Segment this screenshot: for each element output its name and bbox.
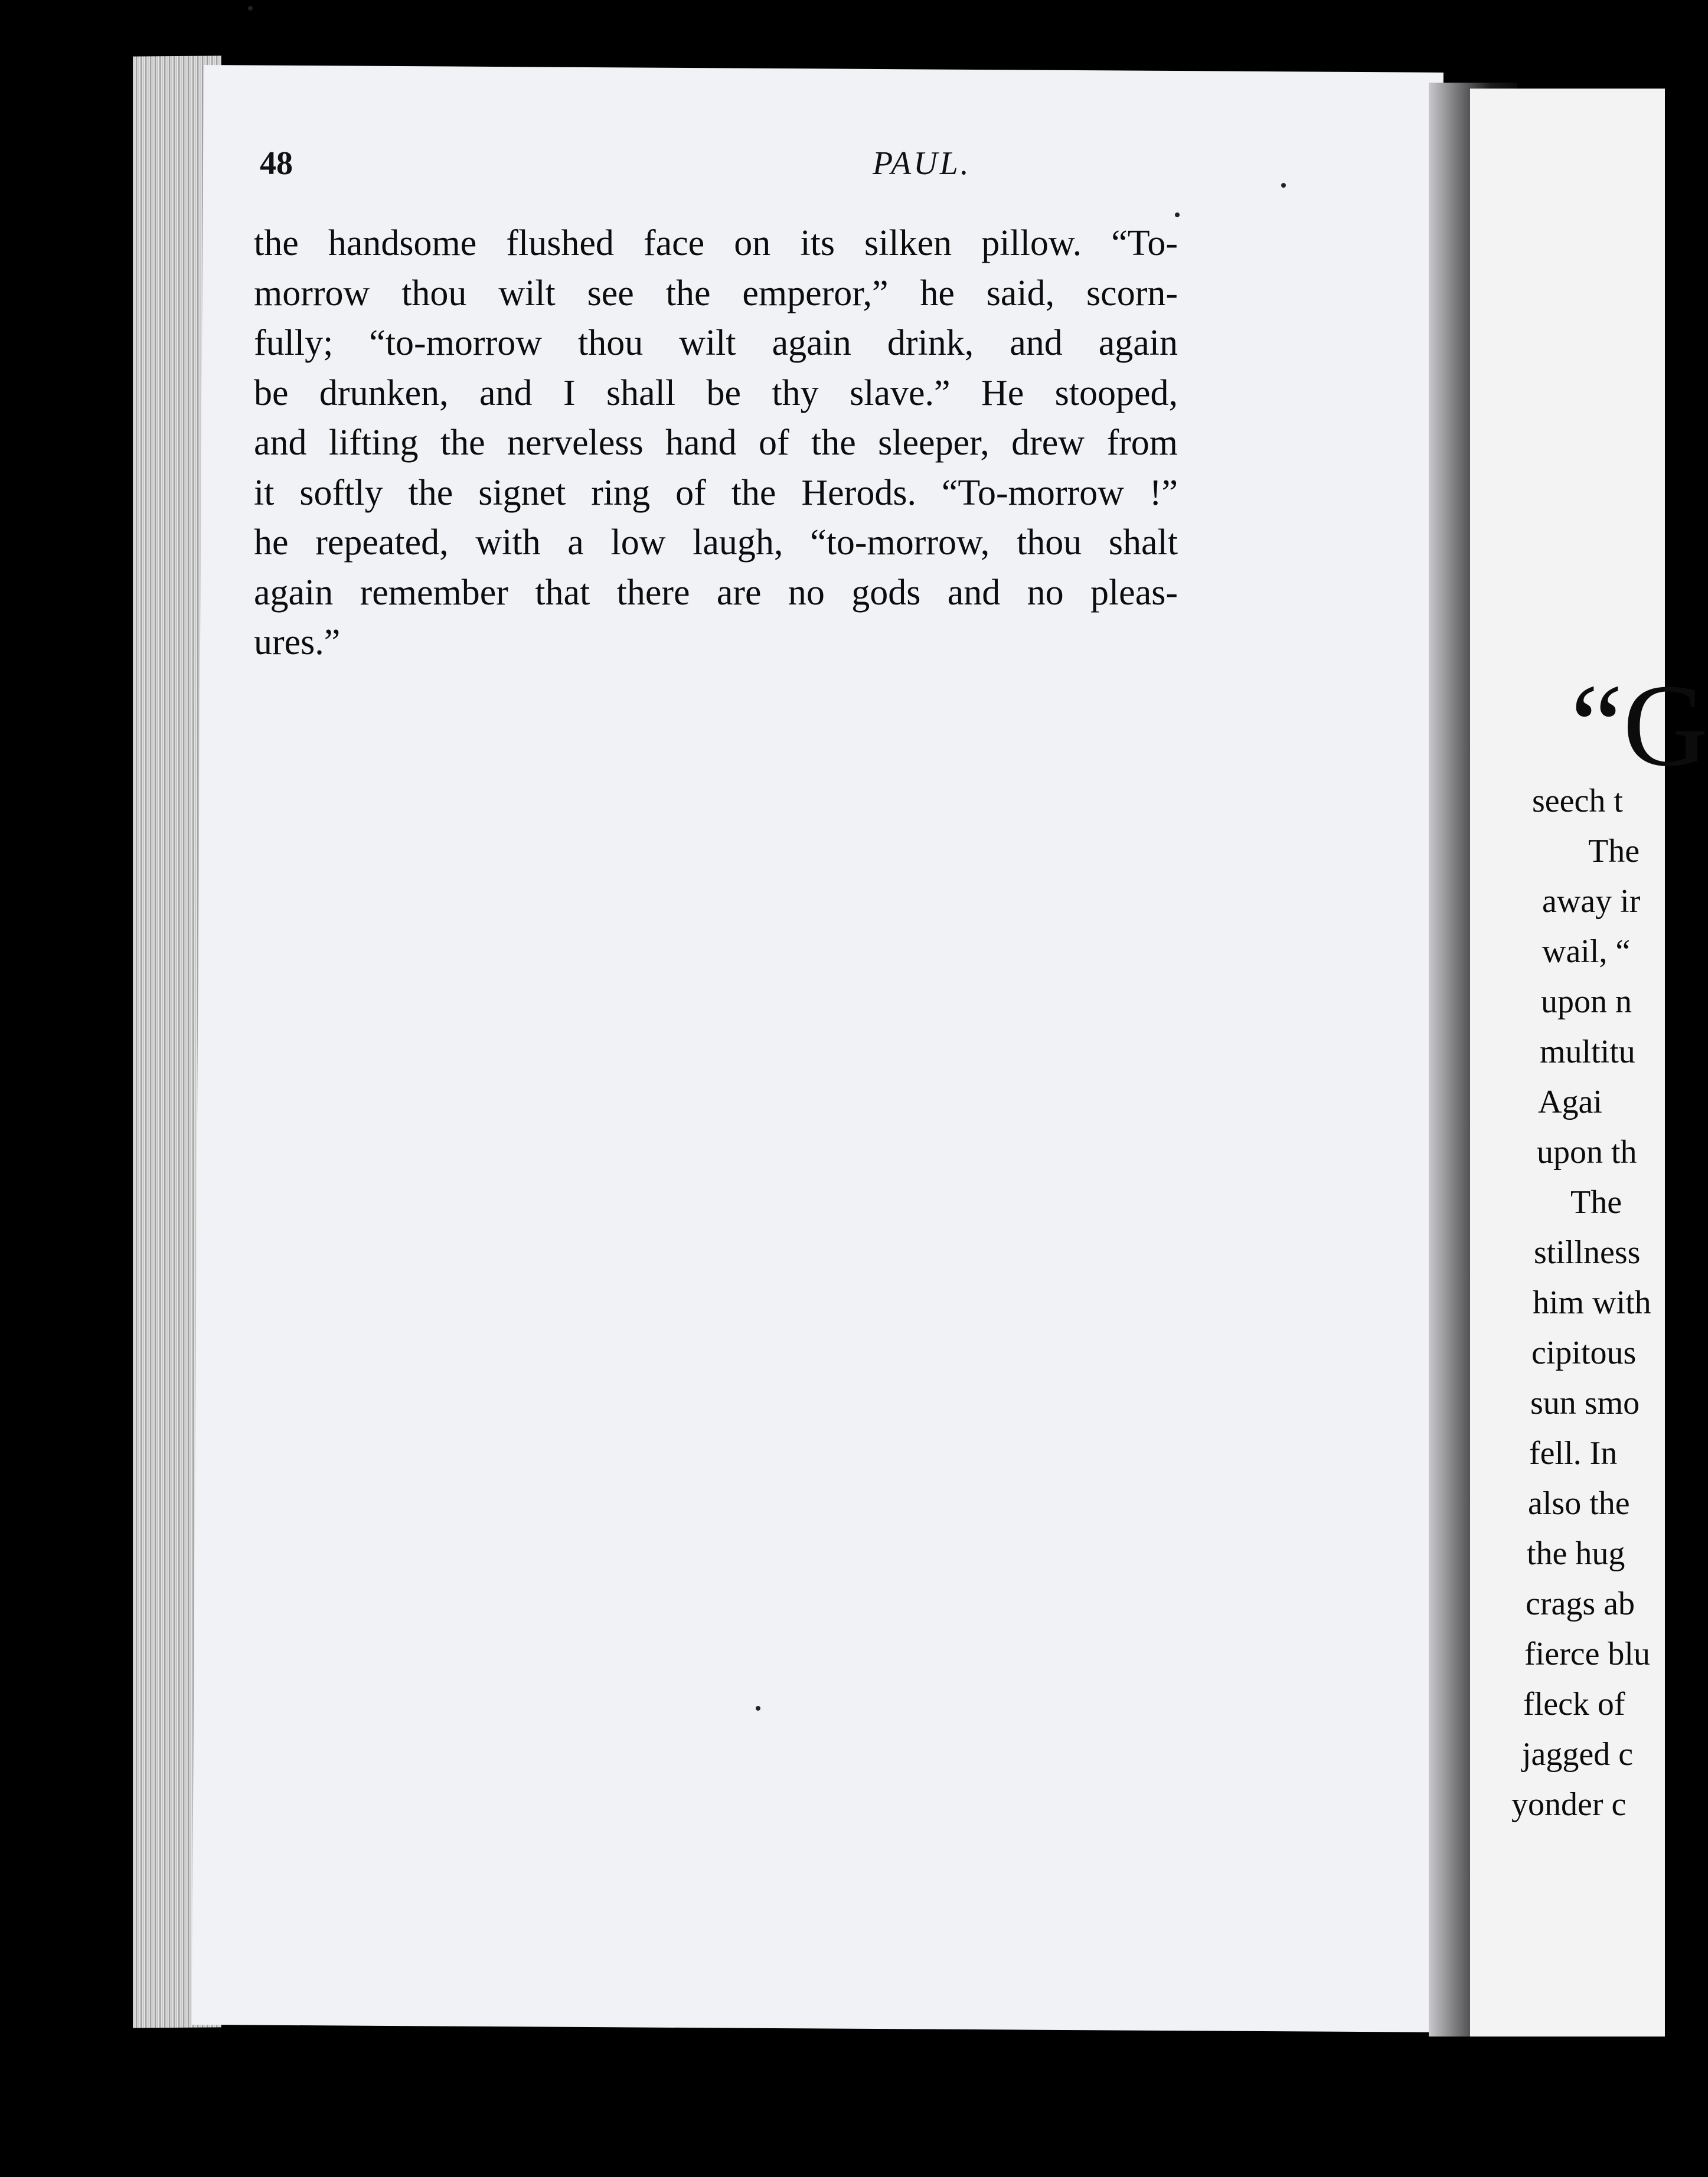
ink-speck [756,1706,760,1711]
ink-speck [1175,213,1180,217]
text-line: wail, “ [1542,933,1631,970]
text-line: seech t [1532,783,1623,819]
text-line: fully; “to-morrow thou wilt again drink, and again [254,323,1178,363]
text-line: again remember that there are no gods and no pleas- [254,572,1178,613]
text-line: morrow thou wilt see the emperor,” he said, scorn- [254,273,1178,313]
ink-speck [248,6,253,11]
text-line: away ir [1542,883,1641,920]
text-line: sun smo [1530,1385,1640,1421]
text-line: upon n [1541,983,1632,1020]
text-line: The [1588,833,1640,870]
text-line: crags ab [1526,1586,1635,1622]
text-line: be drunken, and I shall be thy slave.” He stooped, [254,372,1178,413]
text-line: yonder c [1511,1786,1627,1823]
running-title: PAUL. [873,145,971,182]
drop-cap: “G [1570,661,1708,791]
text-line: upon th [1537,1134,1637,1171]
text-line: fell. In [1529,1435,1618,1472]
text-line: ures.” [254,622,341,662]
text-line: jagged c [1522,1736,1634,1773]
text-line: stillness [1534,1234,1641,1271]
text-line: cipitous [1531,1335,1637,1371]
text-line: it softly the signet ring of the Herods. “To-morrow !” [254,472,1178,513]
text-line: Agai [1538,1084,1602,1120]
page-number: 48 [260,145,293,182]
text-line: fierce blu [1524,1636,1650,1672]
text-line: he repeated, with a low laugh, “to-morrow, thou shalt [254,522,1178,563]
left-page-text [254,218,1178,668]
text-line: multitu [1540,1034,1635,1070]
ink-speck [1281,183,1286,188]
text-line: and lifting the nerveless hand of the sleeper, drew from [254,423,1178,463]
text-line: him with [1533,1284,1651,1321]
text-line: The [1570,1184,1622,1221]
text-line: fleck of [1523,1686,1625,1722]
text-line: the hug [1527,1535,1625,1572]
text-line: also the [1528,1485,1630,1522]
text-line: the handsome flushed face on its silken pillow. “To- [254,223,1178,263]
